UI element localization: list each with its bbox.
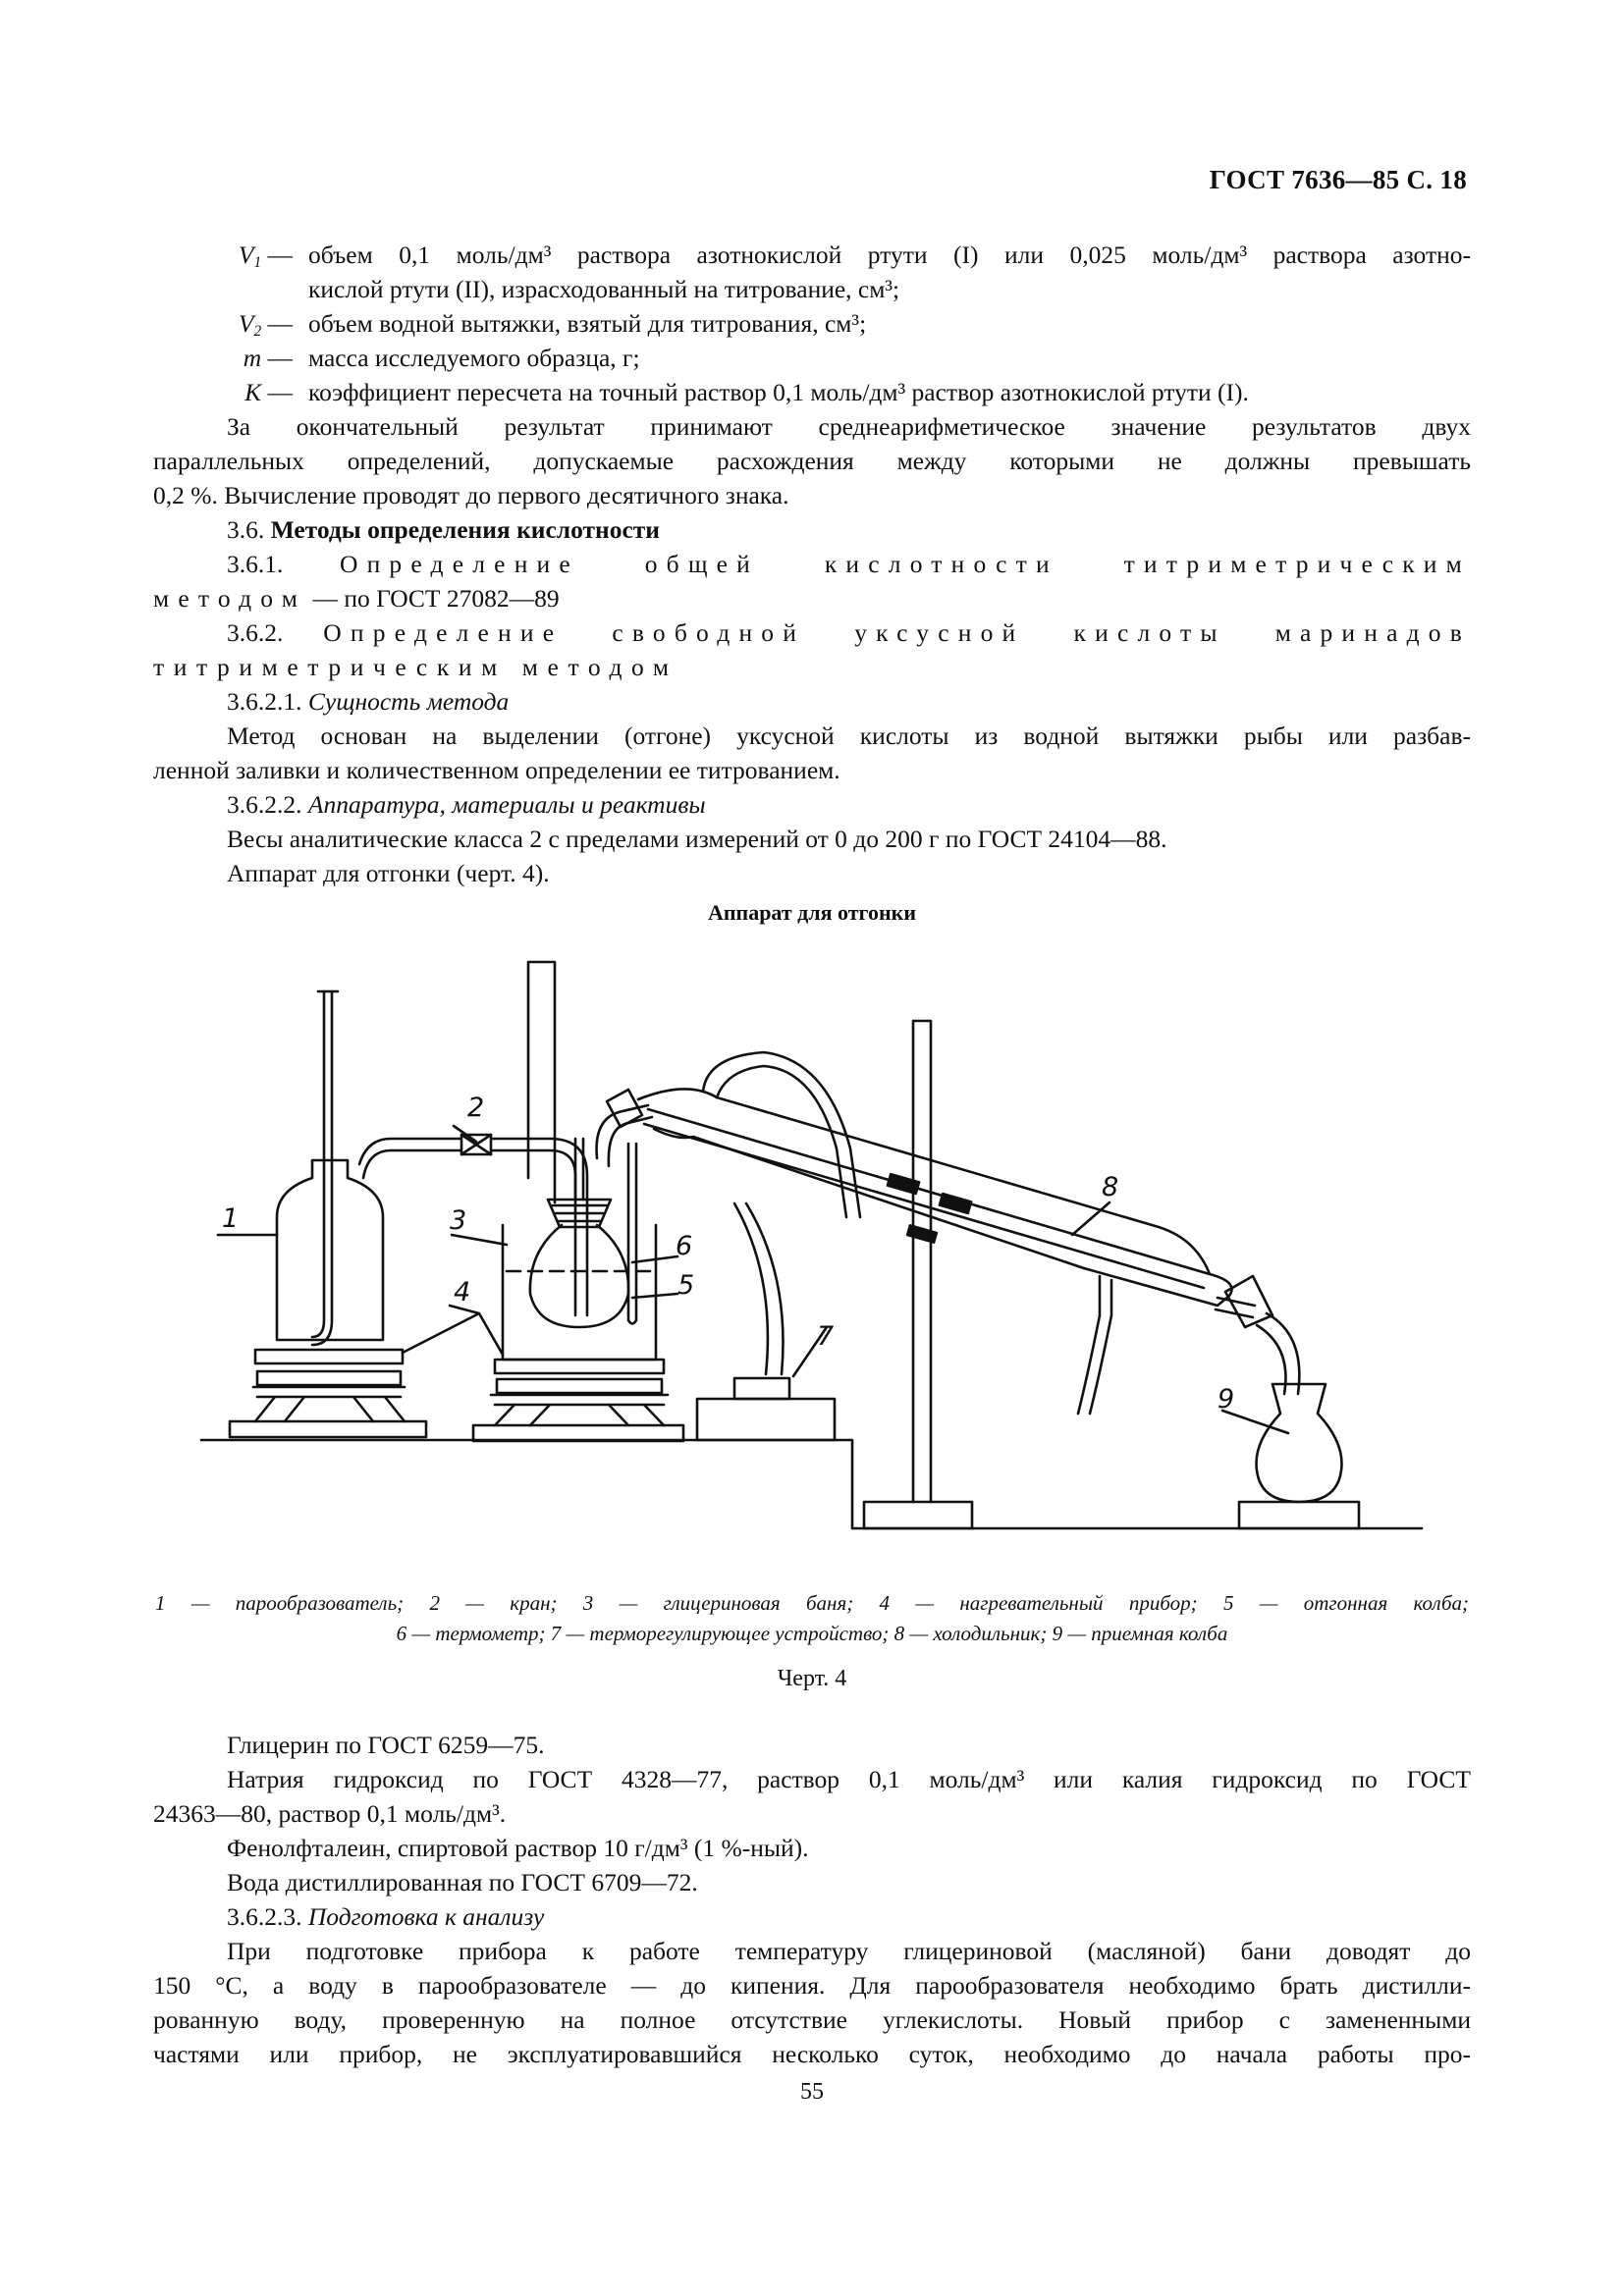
- legend-line: 6 — термометр; 7 — терморегулирующее устройство; 8 — холодильник; 9 — приемная колба: [396, 1622, 1228, 1645]
- symbol: m: [243, 344, 262, 372]
- section-title: Аппаратура, материалы и реактивы: [307, 790, 706, 819]
- definition-m: [153, 341, 1471, 375]
- paragraph-line: [153, 650, 1471, 684]
- heater-stand-left: [230, 1350, 426, 1437]
- figure-title: Аппарат для отгонки: [707, 900, 917, 925]
- body-text-top: [153, 409, 1471, 890]
- label-8: 8: [1102, 1172, 1119, 1202]
- section-title: Методы определения кислотности: [270, 515, 660, 544]
- paragraph-line: Аппарат для отгонки (черт. 4).: [227, 859, 550, 887]
- definition-v1: [153, 238, 1471, 272]
- definition-text: объем водной вытяжки, взятый для титрования, см³;: [308, 309, 867, 338]
- paragraph-line: Метод основан на выделении (отгоне) уксусной кислоты из водной вытяжки рыбы или разбав-: [227, 721, 1471, 750]
- stand-base: [864, 1502, 972, 1528]
- stopcock: [461, 1135, 491, 1154]
- definition-text: кислой ртути (II), израсходованный на титрование, см³;: [308, 275, 900, 303]
- paragraph-line: ленной заливки и количественном определении ее титрованием.: [153, 756, 840, 784]
- glycerin-bath: [503, 1139, 656, 1360]
- section-title: Сущность метода: [307, 687, 510, 716]
- paragraph-line: Вода дистиллированная по ГОСТ 6709—72.: [227, 1868, 698, 1896]
- section-title: Подготовка к анализу: [307, 1902, 545, 1931]
- symbol: V: [238, 309, 254, 338]
- receiving-flask: [1239, 1384, 1359, 1528]
- section-reference: — по ГОСТ 27082—89: [306, 584, 560, 613]
- condenser: [638, 1052, 1255, 1414]
- dash: —: [267, 344, 293, 372]
- dash: —: [267, 240, 293, 269]
- definition-text: масса исследуемого образца, г;: [308, 344, 640, 372]
- section-number: 3.6.2.3.: [227, 1902, 302, 1931]
- body-text-bottom: [153, 1728, 1471, 2071]
- apparatus-diagram: [187, 923, 1453, 1571]
- definition-text: коэффициент пересчета на точный раствор 0,1 моль/дм³ раствор азотнокислой ртути (I).: [308, 378, 1249, 406]
- label-3: 3: [450, 1205, 467, 1236]
- figure-caption: Черт. 4: [777, 1666, 847, 1691]
- paragraph-line: 24363—80, раствор 0,1 моль/дм³.: [153, 1799, 507, 1828]
- paragraph-line: За окончательный результат принимают среднеарифметическое значение результатов двух: [227, 412, 1471, 441]
- paragraph-line: Фенолфталеин, спиртовой раствор 10 г/дм³ (1 %-ный).: [227, 1834, 809, 1862]
- label-5: 5: [677, 1270, 695, 1301]
- paragraph-line: параллельных определений, допускаемые расхождения между которыми не должны превышать: [153, 447, 1471, 475]
- section-number: 3.6.1.: [227, 550, 284, 578]
- section-heading-3-6: [153, 512, 1471, 547]
- section-heading-3-6-1: [153, 547, 1471, 581]
- label-9: 9: [1218, 1384, 1235, 1415]
- paragraph-line: Глицерин по ГОСТ 6259—75.: [227, 1731, 545, 1759]
- section-title: Определение общей кислотности титриметрическим: [339, 550, 1471, 578]
- definition-k: [153, 375, 1471, 409]
- support-rod: [528, 962, 555, 1202]
- flask-outlet: [597, 1105, 652, 1166]
- condenser-clamp: [940, 1194, 971, 1213]
- paragraph-line: 0,2 %. Вычисление проводят до первого десятичного знака.: [153, 481, 789, 509]
- label-1: 1: [222, 1203, 240, 1234]
- paragraph-line: При подготовке прибора к работе температуру глицериновой (масляной) бани доводят до: [227, 1937, 1471, 1965]
- section-number: 3.6.2.1.: [227, 687, 302, 716]
- section-heading-3-6-2-2: [153, 787, 1471, 822]
- section-heading-3-6-2-1: [153, 684, 1471, 719]
- dash: —: [267, 378, 293, 406]
- paragraph-line: [153, 581, 1471, 615]
- section-number: 3.6.2.2.: [227, 790, 302, 819]
- definition-v2: [153, 306, 1471, 341]
- paragraph-line: рованную воду, проверенную на полное отсутствие углекислоты. Новый прибор с замененными: [153, 2005, 1471, 2034]
- document-header: ГОСТ 7636—85 С. 18: [1209, 165, 1467, 194]
- symbol: K: [244, 378, 262, 406]
- paragraph-line: 150 °С, а воду в парообразователе — до кипения. Для парообразователя необходимо брать дистилли-: [153, 1971, 1471, 2000]
- legend-line: 1 — парообразователь; 2 — кран; 3 — глицериновая баня; 4 — нагревательный прибор; 5 — отгонная колба;: [155, 1591, 1469, 1615]
- page-number: 55: [800, 2079, 824, 2105]
- section-heading-3-6-2: [153, 615, 1471, 650]
- section-title: Определение свободной уксусной кислоты маринадов: [323, 618, 1471, 647]
- symbol-definitions: [153, 238, 1471, 409]
- paragraph-line: частями или прибор, не эксплуатировавшийся несколько суток, необходимо до начала работы про-: [153, 2040, 1471, 2068]
- condenser-clamp: [907, 1225, 937, 1242]
- paragraph-line: Натрия гидроксид по ГОСТ 4328—77, раствор 0,1 моль/дм³ или калия гидроксид по ГОСТ: [227, 1765, 1471, 1793]
- definition-text: объем 0,1 моль/дм³ раствора азотнокислой ртути (I) или 0,025 моль/дм³ раствора азотно-: [308, 240, 1471, 269]
- thermoregulator: [697, 1378, 835, 1440]
- label-7: 7: [817, 1321, 835, 1352]
- section-number: 3.6.: [227, 515, 265, 544]
- stand-rod: [913, 1021, 931, 1502]
- label-4: 4: [454, 1277, 471, 1308]
- section-number: 3.6.2.: [227, 618, 284, 647]
- section-heading-3-6-2-3: [153, 1899, 1471, 1934]
- symbol: V: [238, 240, 254, 269]
- heater-stand-middle: [473, 1360, 683, 1441]
- definition-v1-continuation: [153, 272, 1471, 306]
- label-2: 2: [467, 1093, 485, 1123]
- section-title-continuation: методом: [153, 584, 307, 613]
- section-title-continuation: титриметрическим методом: [153, 653, 678, 681]
- dash: —: [267, 309, 293, 338]
- label-6: 6: [676, 1231, 693, 1261]
- symbol-subscript: 1: [253, 253, 262, 271]
- figure-legend: [155, 1588, 1469, 1649]
- paragraph-line: Весы аналитические класса 2 с пределами измерений от 0 до 200 г по ГОСТ 24104—88.: [227, 825, 1167, 853]
- symbol-subscript: 2: [253, 322, 262, 340]
